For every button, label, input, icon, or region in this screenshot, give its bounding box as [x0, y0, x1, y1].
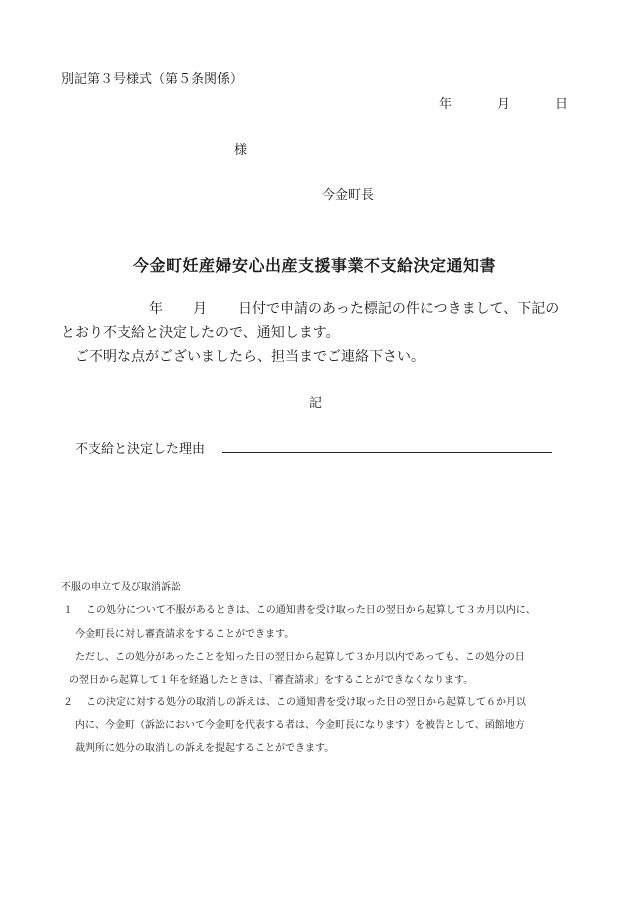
appeal-item2-line1: この決定に対する処分の取消しの訴えは、この通知書を受け取った日の翌日から起算して６か月以 — [86, 697, 526, 708]
appeal-item2-line2: 内に、今金町（訴訟において今金町を代表する者は、今金町長になります）を被告として、函館地方 — [75, 720, 525, 731]
form-number: 別記第３号様式（第５条関係） — [61, 72, 244, 87]
ki-heading: 記 — [309, 396, 323, 411]
date-month-label: 月 — [497, 97, 511, 112]
appeal-item2-line3: 裁判所に処分の取消しの訴えを提起することができます。 — [75, 743, 335, 754]
appeal-item1-line4: の翌日から起算して１年を経過したときは、「審査請求」をすることができなくなります。 — [69, 675, 474, 686]
appeal-item1-line3: ただし、この処分があったことを知った日の翌日から起算して３か月以内であっても、この処分の日 — [75, 652, 525, 663]
issuer: 今金町長 — [322, 188, 375, 203]
recipient-suffix: 様 — [234, 143, 248, 158]
date-day-label: 日 — [555, 97, 569, 112]
body-year-label: 年 — [149, 301, 163, 317]
reason-label: 不支給と決定した理由 — [75, 442, 206, 457]
appeal-item1-line2: 今金町長に対し審査請求をすることができます。 — [75, 629, 295, 640]
reason-blank-line — [222, 452, 552, 453]
body-line1: 日付で申請のあった標記の件につきまして、下記の — [238, 301, 560, 317]
date-year-label: 年 — [439, 97, 453, 112]
appeal-item2-number: ２ — [63, 697, 73, 708]
document-title: 今金町妊産婦安心出産支援事業不支給決定通知書 — [133, 256, 497, 275]
appeal-item1-number: １ — [63, 605, 73, 616]
body-line3: ご不明な点がございましたら、担当までご連絡下さい。 — [75, 349, 425, 365]
appeal-item1-line1: この処分について不服があるときは、この通知書を受け取った日の翌日から起算して３カ月以内に、 — [86, 605, 536, 616]
body-line2: とおり不支給と決定したので、通知します。 — [61, 325, 340, 341]
body-month-label: 月 — [193, 301, 207, 317]
appeal-heading: 不服の申立て及び取消訴訟 — [61, 582, 181, 593]
